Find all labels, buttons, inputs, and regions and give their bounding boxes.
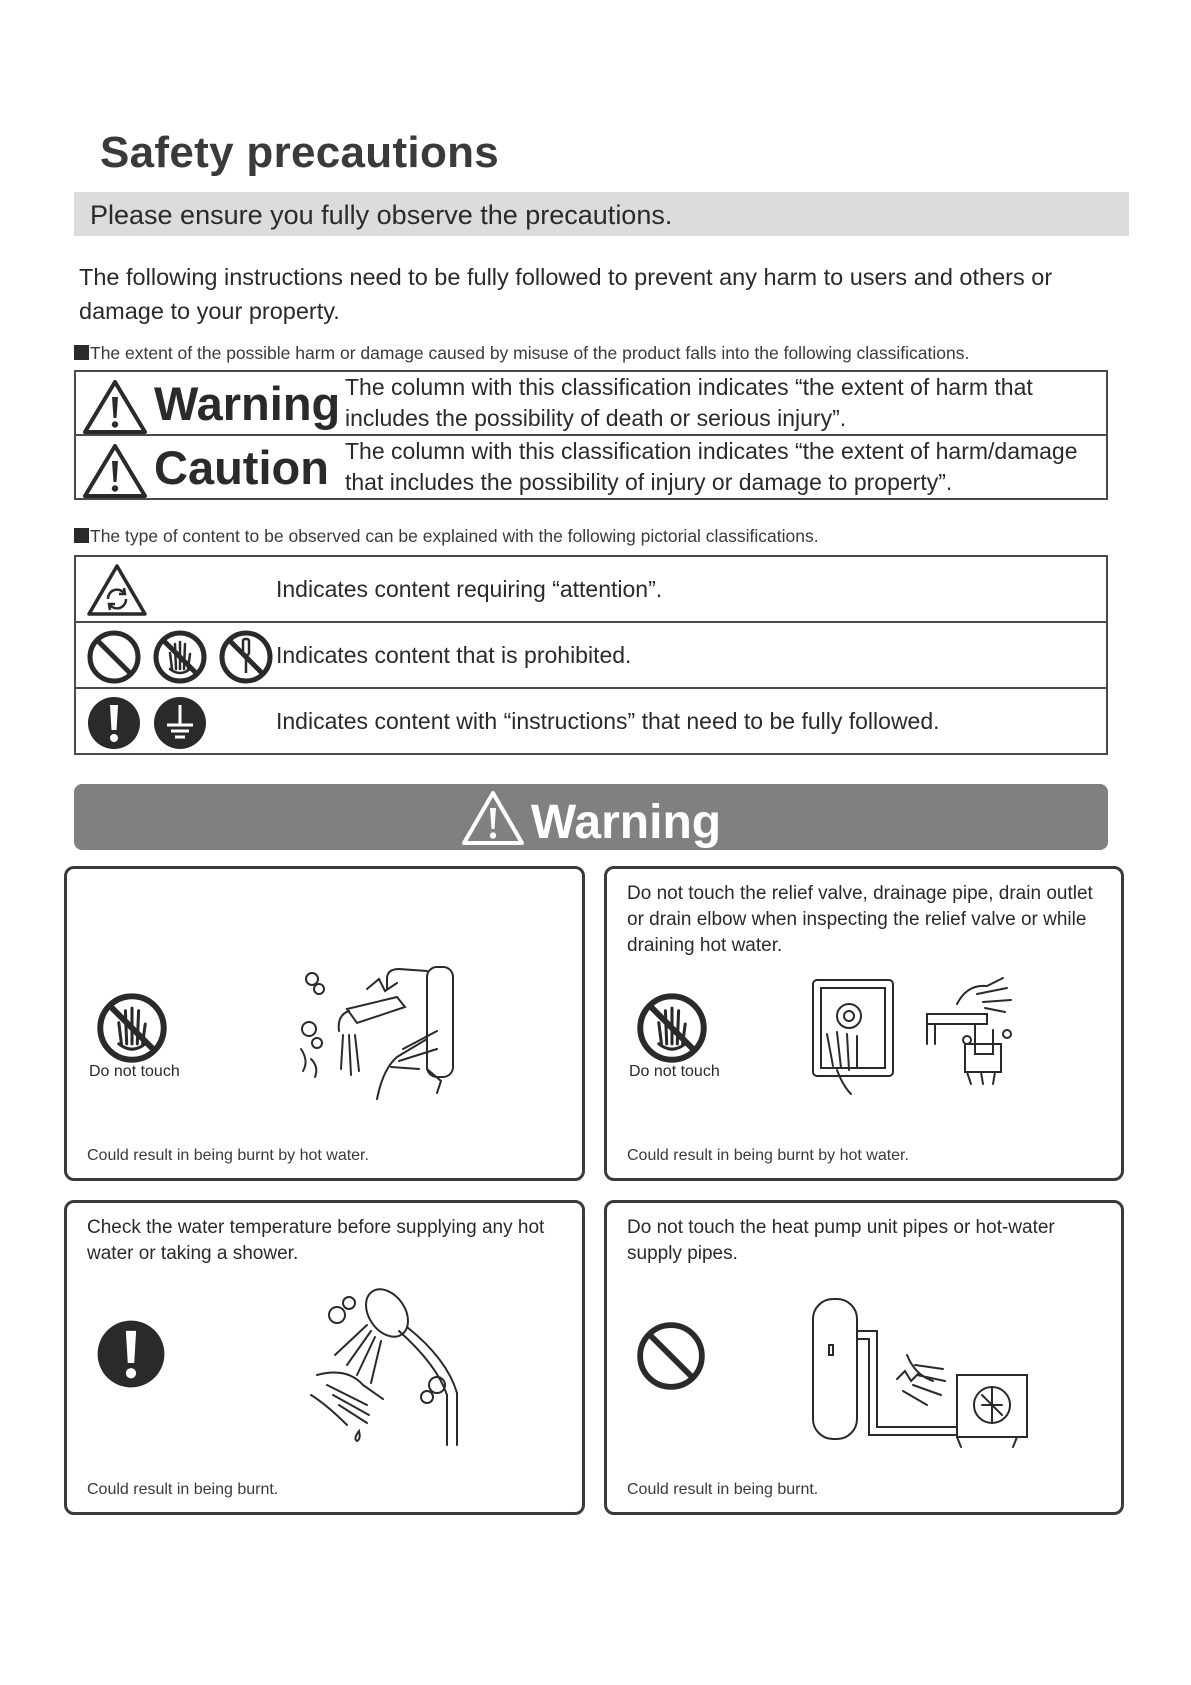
subtitle: Please ensure you fully observe the precautions.	[90, 200, 673, 230]
warning-banner-title: Warning	[530, 796, 722, 849]
warning-panel-relief-valve	[604, 866, 1124, 1181]
classification-description: The column with this classification indicates “the extent of harm/damage that includes the possibility of injury or damage to property”.	[343, 435, 1107, 499]
do-not-disassemble-icon	[218, 629, 274, 690]
pictorial-row-instructions	[75, 688, 1107, 754]
bullet-square-icon	[74, 528, 89, 543]
pictorial-row-attention	[75, 556, 1107, 622]
pictorial-note-text: The type of content to be observed can be explained with the following pictorial classifications.	[90, 526, 819, 546]
panel-footer: Could result in being burnt.	[87, 1481, 279, 1498]
warning-banner	[74, 784, 1108, 850]
panel-footer: Could result in being burnt by hot water.	[627, 1147, 909, 1164]
do-not-touch-icon	[95, 991, 169, 1070]
mandatory-exclamation-icon	[86, 695, 142, 756]
warning-triangle-icon	[82, 379, 148, 440]
ground-icon	[152, 695, 208, 756]
do-not-touch-icon	[635, 991, 709, 1070]
pictorial-description: Indicates content with “instructions” that need to be fully followed.	[276, 688, 1107, 754]
panel-footer: Could result in being burnt.	[627, 1481, 819, 1498]
panel-footer: Could result in being burnt by hot water.	[87, 1147, 369, 1164]
pictorial-row-prohibited	[75, 622, 1107, 688]
pictorial-classification-note	[74, 526, 819, 547]
do-not-touch-icon	[152, 629, 208, 690]
panel-heading: Check the water temperature before supplying any hot water or taking a shower.	[87, 1217, 545, 1264]
classification-row-warning	[75, 371, 1107, 435]
classification-description: The column with this classification indicates “the extent of harm that includes the possibility of death or serious injury”.	[343, 371, 1107, 435]
pictorial-classification-table	[74, 555, 1108, 755]
symbol-label: Do not touch	[89, 1063, 180, 1080]
harm-classification-note	[74, 343, 969, 364]
classification-label: Warning	[154, 377, 341, 430]
warning-panel-water-temperature	[64, 1200, 585, 1515]
harm-note-text: The extent of the possible harm or damage caused by misuse of the product falls into the following classifications.	[90, 343, 970, 363]
faucet-hot-water-illustration	[287, 949, 497, 1114]
pictorial-description: Indicates content that is prohibited.	[276, 622, 1107, 688]
harm-classification-table	[74, 370, 1108, 500]
subtitle-bar	[74, 192, 1129, 236]
panel-heading: Do not touch the heat pump unit pipes or hot-water supply pipes.	[627, 1217, 1055, 1264]
symbol-label: Do not touch	[629, 1063, 720, 1080]
page-title: Safety precautions	[100, 128, 500, 177]
heat-pump-pipes-illustration	[807, 1295, 1037, 1455]
caution-triangle-icon	[82, 443, 148, 504]
warning-panel-hot-water-tap	[64, 866, 585, 1181]
attention-triangle-icon	[86, 563, 148, 622]
warning-triangle-icon	[461, 825, 531, 842]
prohibited-icon	[86, 629, 142, 690]
bullet-square-icon	[74, 345, 89, 360]
panel-heading: Do not touch the relief valve, drainage pipe, drain outlet or drain elbow when inspecting the relief valve or while draining hot water.	[627, 883, 1093, 956]
mandatory-exclamation-icon	[95, 1318, 167, 1395]
pictorial-description: Indicates content requiring “attention”.	[276, 556, 1107, 622]
warning-panel-heat-pump-pipes	[604, 1200, 1124, 1515]
intro-paragraph: The following instructions need to be fully followed to prevent any harm to users and others or damage to your property.	[79, 264, 1053, 324]
relief-valve-illustration	[807, 974, 1037, 1104]
classification-label: Caution	[154, 441, 329, 494]
classification-row-caution	[75, 435, 1107, 499]
prohibited-icon	[635, 1320, 707, 1397]
shower-head-illustration	[287, 1275, 487, 1455]
